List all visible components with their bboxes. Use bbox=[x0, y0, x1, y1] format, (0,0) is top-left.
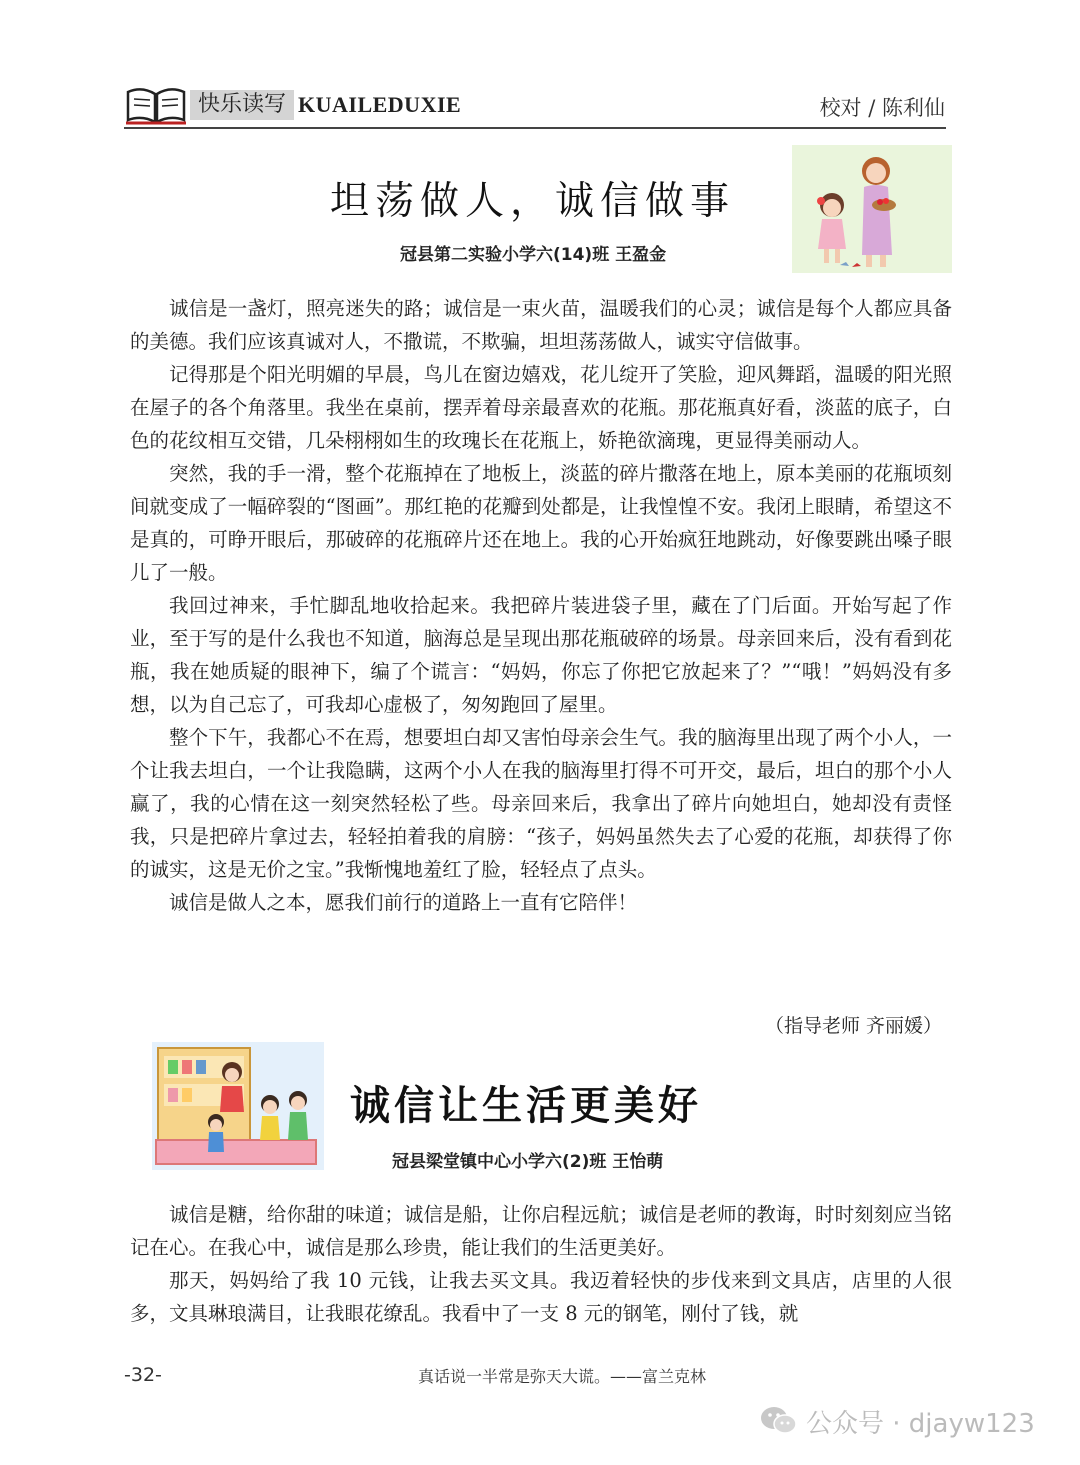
proofreader-credit: 校对 / 陈利仙 bbox=[819, 96, 945, 120]
paragraph: 我回过神来，手忙脚乱地收拾起来。我把碎片装进袋子里，藏在了门后面。开始写起了作业，至于写的是什么我也不知道，脑海总是呈现出那花瓶破碎的场景。母亲回来后，没有看到花瓶，我在她质疑的眼神下，编了个谎言：“妈妈，你忘了你把它放起来了？”“哦！”妈妈没有多想，以为自己忘了，可我却心虚极了，匆匆跑回了屋里。 bbox=[130, 594, 952, 716]
paragraph: 诚信是一盏灯，照亮迷失的路；诚信是一束火苗，温暖我们的心灵；诚信是每个人都应具备的美德。我们应该真诚对人，不撒谎，不欺骗，坦坦荡荡做人，诚实守信做事。 bbox=[130, 297, 952, 353]
watermark-text: 公众号 · djayw123 bbox=[806, 1408, 1035, 1439]
wechat-watermark bbox=[760, 1403, 1035, 1439]
wechat-icon bbox=[760, 1405, 798, 1437]
paragraph: 那天，妈妈给了我 10 元钱，让我去买文具。我迈着轻快的步伐来到文具店，店里的人很多，文具琳琅满目，让我眼花缭乱。我看中了一支 8 元的钢笔，刚付了钱，就 bbox=[130, 1269, 952, 1325]
paragraph: 整个下午，我都心不在焉，想要坦白却又害怕母亲会生气。我的脑海里出现了两个小人，一个让我去坦白，一个让我隐瞒，这两个小人在我的脑海里打得不可开交，最后，坦白的那个小人赢了，我的心情在这一刻突然轻松了些。母亲回来后，我拿出了碎片向她坦白，她却没有责怪我，只是把碎片拿过去，轻轻拍着我的肩膀：“孩子，妈妈虽然失去了心爱的花瓶，却获得了你的诚实，这是无价之宝。”我惭愧地羞红了脸，轻轻点了点头。 bbox=[130, 726, 952, 881]
article2-body bbox=[130, 1198, 952, 1330]
article2-byline: 冠县梁堂镇中心小学六(2)班 王怡萌 bbox=[392, 1152, 664, 1172]
paragraph: 记得那是个阳光明媚的早晨，鸟儿在窗边嬉戏，花儿绽开了笑脸，迎风舞蹈，温暖的阳光照在屋子的各个角落里。我坐在桌前，摆弄着母亲最喜欢的花瓶。那花瓶真好看，淡蓝的底子，白色的花纹相互交错，几朵栩栩如生的玫瑰长在花瓶上，娇艳欲滴瑰，更显得美丽动人。 bbox=[130, 363, 952, 452]
paragraph: 诚信是糖，给你甜的味道；诚信是船，让你启程远航；诚信是老师的教诲，时时刻刻应当铭记在心。在我心中，诚信是那么珍贵，能让我们的生活更美好。 bbox=[130, 1203, 952, 1259]
stationery-shop-illustration bbox=[152, 1042, 324, 1170]
column-tag: 快乐读写 bbox=[190, 90, 294, 120]
paragraph: 突然，我的手一滑，整个花瓶掉在了地板上，淡蓝的碎片撒落在地上，原本美丽的花瓶顷刻间就变成了一幅碎裂的“图画”。那红艳的花瓣到处都是，让我惶惶不安。我闭上眼睛，希望这不是真的，可睁开眼后，那破碎的花瓶碎片还在地上。我的心开始疯狂地跳动，好像要跳出嗓子眼儿了一般。 bbox=[130, 462, 952, 584]
column-name-en: KUAILEDUXIE bbox=[298, 92, 462, 117]
page-number: -32- bbox=[124, 1364, 162, 1386]
article1-title: 坦荡做人，诚信做事 bbox=[330, 179, 736, 224]
paragraph: 诚信是做人之本，愿我们前行的道路上一直有它陪伴！ bbox=[169, 891, 638, 914]
book-logo-icon bbox=[124, 82, 188, 126]
mother-daughter-illustration bbox=[792, 145, 952, 273]
article1-byline: 冠县第二实验小学六(14)班 王盈金 bbox=[400, 245, 667, 265]
footer-quote: 真话说一半常是弥天大谎。——富兰克林 bbox=[418, 1367, 707, 1386]
article1-advisor: （指导老师 齐丽媛） bbox=[764, 1015, 942, 1037]
article2-title: 诚信让生活更美好 bbox=[350, 1083, 702, 1129]
article1-body bbox=[130, 292, 952, 919]
header-divider bbox=[124, 127, 946, 129]
